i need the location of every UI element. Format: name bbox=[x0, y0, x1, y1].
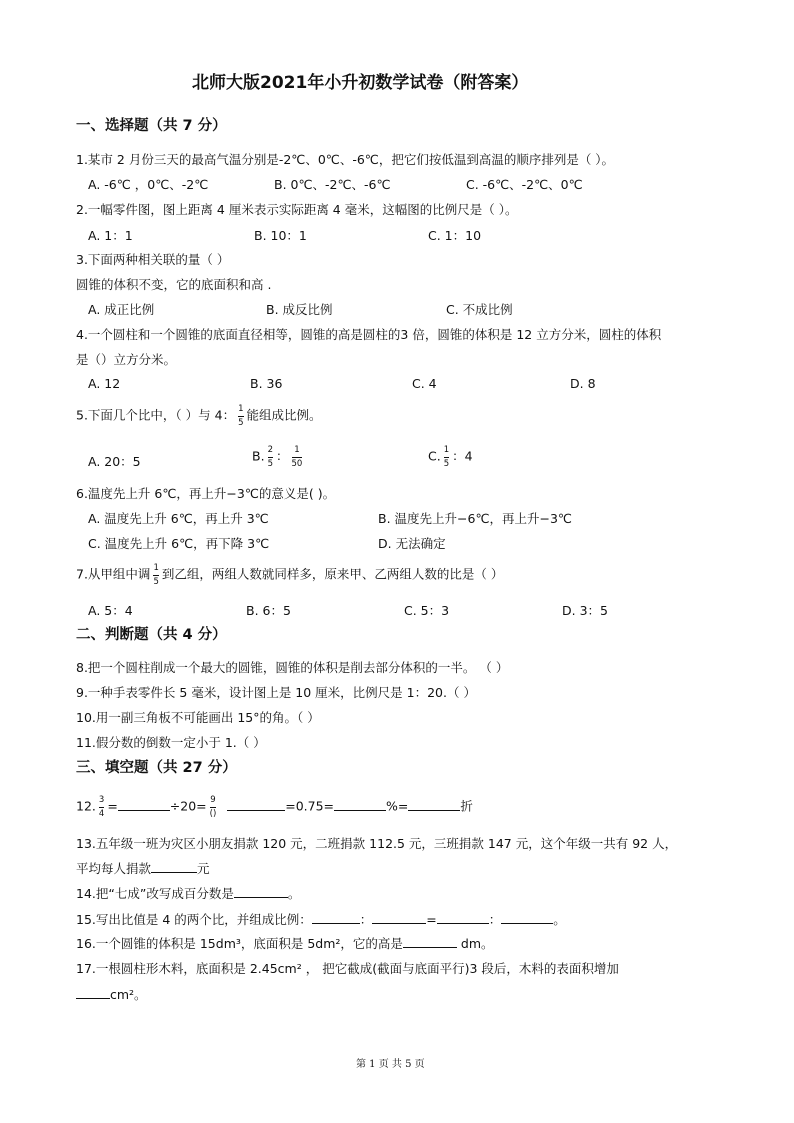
question-6-option-d: D. 无法确定 bbox=[378, 536, 446, 551]
page-title: 北师大版2021年小升初数学试卷（附答案） bbox=[192, 73, 529, 93]
question-16: 16.一个圆锥的体积是 15dm³，底面积是 5dm²，它的高是 dm。 bbox=[76, 936, 494, 951]
question-2-option-c: C. 1：10 bbox=[428, 228, 482, 243]
fraction: $\frac{1}{5}$ bbox=[153, 563, 159, 587]
question-7-stem: 7.从甲组中调 $\frac{1}{5}$ 到乙组，两组人数就同样多，原来甲、乙两组人数的比是（ ） bbox=[76, 563, 504, 587]
answer-blank[interactable] bbox=[227, 798, 285, 811]
answer-blank[interactable] bbox=[234, 885, 288, 898]
question-7-option-a: A. 5：4 bbox=[88, 603, 133, 618]
question-4-stem: 4.一个圆柱和一个圆锥的底面直径相等，圆锥的高是圆柱的3 倍，圆锥的体积是 12 立方分米，圆柱的体积 bbox=[76, 327, 662, 342]
question-2-option-a: A. 1：1 bbox=[88, 228, 133, 243]
question-3-option-a: A. 成正比例 bbox=[88, 302, 155, 317]
question-13-line2: 平均每人捐款 元 bbox=[76, 861, 210, 876]
question-5-option-a: A. 20：5 bbox=[88, 454, 141, 469]
answer-blank[interactable] bbox=[118, 798, 170, 811]
answer-blank[interactable] bbox=[372, 911, 426, 924]
question-5-option-b: B. $\frac{2}{5}$ ： $\frac{1}{50}$ bbox=[252, 445, 303, 469]
section-heading: 二、判断题（共 4 分） bbox=[76, 627, 227, 643]
question-6-option-b: B. 温度先上升−6℃，再上升−3℃ bbox=[378, 511, 572, 526]
fraction: $\frac{9}{()}$ bbox=[209, 795, 217, 819]
question-3-stem: 3.下面两种相关联的量（ ） bbox=[76, 252, 230, 267]
question-3-option-c: C. 不成比例 bbox=[446, 302, 513, 317]
answer-blank[interactable] bbox=[501, 911, 553, 924]
question-7-option-c: C. 5：3 bbox=[404, 603, 450, 618]
answer-blank[interactable] bbox=[408, 798, 460, 811]
fraction: $\frac{1}{50}$ bbox=[291, 445, 303, 469]
fraction: $\frac{2}{5}$ bbox=[267, 445, 273, 469]
question-17-stem: 17.一根圆柱形木料，底面积是 2.45cm² ， 把它截成(截面与底面平行)3 段后，木料的表面积增加 bbox=[76, 961, 619, 976]
question-9: 9.一种手表零件长 5 毫米，设计图上是 10 厘米，比例尺是 1：20.（ ） bbox=[76, 685, 476, 700]
question-7-option-d: D. 3：5 bbox=[562, 603, 608, 618]
question-3-line2: 圆锥的体积不变，它的底面积和高 . bbox=[76, 277, 272, 292]
question-1-option-c: C. -6℃、-2℃、0℃ bbox=[466, 177, 583, 192]
question-4-option-d: D. 8 bbox=[570, 376, 596, 391]
question-6-option-a: A. 温度先上升 6℃，再上升 3℃ bbox=[88, 511, 269, 526]
answer-blank[interactable] bbox=[312, 911, 360, 924]
question-10: 10.用一副三角板不可能画出 15°的角。（ ） bbox=[76, 710, 320, 725]
question-11: 11.假分数的倒数一定小于 1.（ ） bbox=[76, 735, 266, 750]
question-4-line2: 是（）立方分米。 bbox=[76, 352, 177, 367]
answer-blank[interactable] bbox=[334, 798, 386, 811]
question-6-option-c: C. 温度先上升 6℃，再下降 3℃ bbox=[88, 536, 270, 551]
fraction: $\frac{1}{5}$ bbox=[443, 445, 450, 469]
question-2-stem: 2.一幅零件图，图上距离 4 厘米表示实际距离 4 毫米，这幅图的比例尺是（ ）。 bbox=[76, 202, 518, 217]
question-12: 12. $\frac{3}{4}$ = ÷20= $\frac{9}{()}$ =0.75= %= 折 bbox=[76, 795, 473, 819]
section-heading: 一、选择题（共 7 分） bbox=[76, 118, 227, 134]
page-footer: 第 1 页 共 5 页 bbox=[356, 1059, 425, 1070]
question-6-stem: 6.温度先上升 6℃，再上升−3℃的意义是( )。 bbox=[76, 486, 336, 501]
question-4-option-b: B. 36 bbox=[250, 376, 283, 391]
question-15: 15.写出比值是 4 的两个比，并组成比例： ： = ： 。 bbox=[76, 912, 566, 927]
fraction: $\frac{3}{4}$ bbox=[98, 795, 105, 819]
section-heading: 三、填空题（共 27 分） bbox=[76, 760, 237, 776]
question-1-stem: 1.某市 2 月份三天的最高气温分别是-2℃、0℃、-6℃，把它们按低温到高温的顺序排列是（ ）。 bbox=[76, 152, 615, 167]
question-1-option-a: A. -6℃ ，0℃、-2℃ bbox=[88, 177, 209, 192]
answer-blank[interactable] bbox=[151, 860, 197, 873]
question-13-stem: 13.五年级一班为灾区小朋友捐款 120 元，二班捐款 112.5 元，三班捐款 147 元，这个年级一共有 92 人， bbox=[76, 836, 678, 851]
question-8: 8.把一个圆柱削成一个最大的圆锥，圆锥的体积是削去部分体积的一半。 （ ） bbox=[76, 660, 509, 675]
fraction: $\frac{1}{5}$ bbox=[238, 404, 244, 428]
question-17-line2: cm²。 bbox=[76, 985, 147, 1003]
question-5-option-c: C. $\frac{1}{5}$ ：4 bbox=[428, 445, 473, 469]
question-7-option-b: B. 6：5 bbox=[246, 603, 291, 618]
question-3-option-b: B. 成反比例 bbox=[266, 302, 333, 317]
question-4-option-c: C. 4 bbox=[412, 376, 437, 391]
question-4-option-a: A. 12 bbox=[88, 376, 121, 391]
question-2-option-b: B. 10：1 bbox=[254, 228, 307, 243]
question-5-stem: 5.下面几个比中，（ ）与 4： $\frac{1}{5}$ 能组成比例。 bbox=[76, 404, 322, 428]
question-14: 14.把“七成”改写成百分数是 。 bbox=[76, 886, 301, 901]
answer-blank[interactable] bbox=[437, 911, 489, 924]
question-1-option-b: B. 0℃、-2℃、-6℃ bbox=[274, 177, 391, 192]
answer-blank[interactable] bbox=[403, 935, 457, 948]
answer-blank[interactable] bbox=[76, 986, 110, 999]
